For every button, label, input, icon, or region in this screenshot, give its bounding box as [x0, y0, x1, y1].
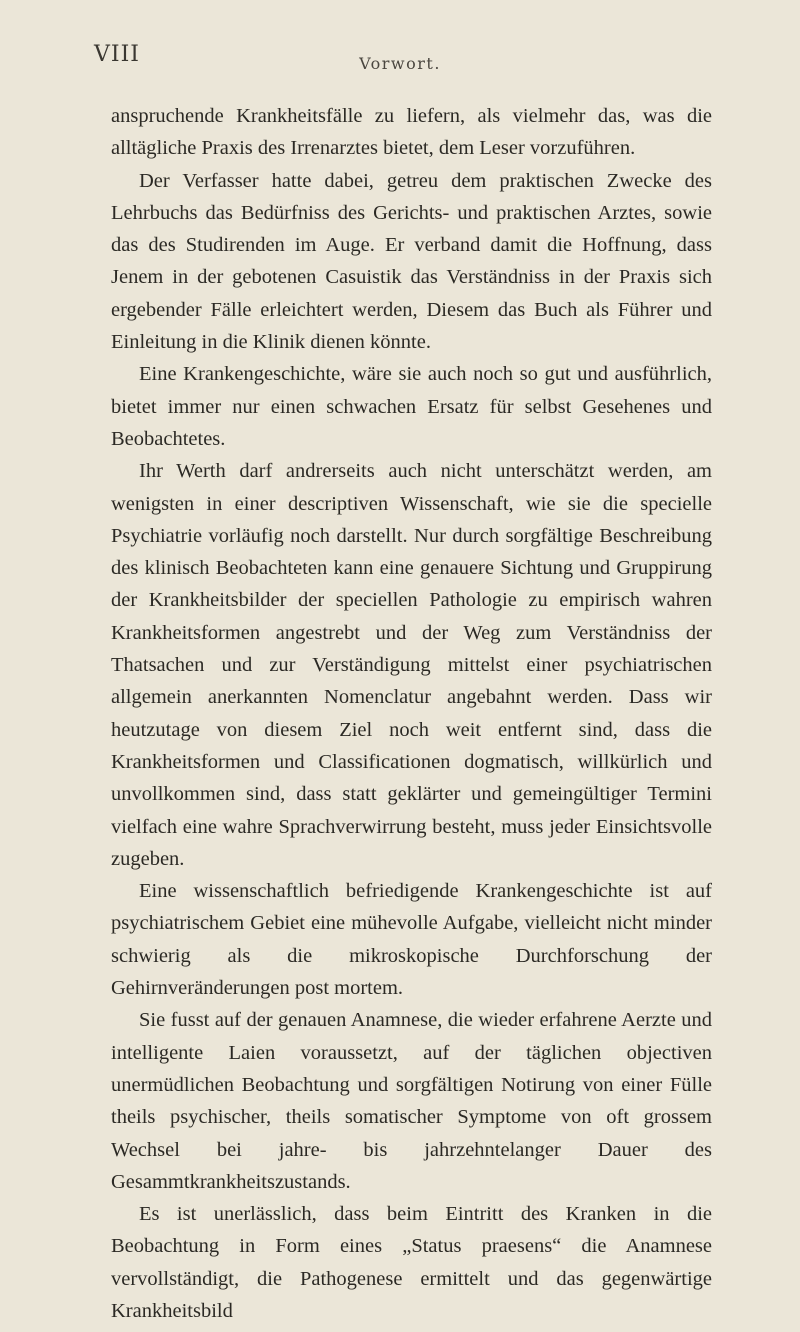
body-text	[111, 100, 712, 1327]
page-header	[94, 42, 706, 82]
paragraph: Ihr Werth darf andrerseits auch nicht unterschätzt werden, am wenigsten in einer descriptiven Wissenschaft, wie sie die specielle Psychiatrie vorläufig noch darstellt. Nur durch sorgfältige Beschreibung des klinisch Beobachteten kann eine genauere Sichtung und Gruppirung der Krankheitsbilder der speciellen Pathologie zu empirisch wahren Krankheitsformen angestrebt und der Weg zum Verständniss der Thatsachen und zur Verständigung mittelst einer psychiatrischen allgemein anerkannten Nomenclatur angebahnt werden. Dass wir heutzutage von diesem Ziel noch weit entfernt sind, dass die Krankheitsformen und Classificationen dogmatisch, willkürlich und unvollkommen sind, dass statt geklärter und gemeingültiger Termini vielfach eine wahre Sprachverwirrung besteht, muss jeder Einsichtsvolle zugeben.	[111, 460, 712, 870]
paragraph: Der Verfasser hatte dabei, getreu dem praktischen Zwecke des Lehrbuchs das Bedürfniss des Gerichts- und praktischen Arztes, sowie das des Studirenden im Auge. Er verband damit die Hoffnung, dass Jenem in der gebotenen Casuistik das Verständniss in der Praxis sich ergebender Fälle erleichtert werden, Diesem das Buch als Führer und Einleitung in die Klinik dienen könnte.	[111, 169, 712, 354]
paragraph-continuation: anspruchende Krankheitsfälle zu liefern, als vielmehr das, was die alltägliche Praxis des Irrenarztes bietet, dem Leser vorzuführen.	[111, 105, 712, 160]
paragraph: Eine Krankengeschichte, wäre sie auch noch so gut und ausführlich, bietet immer nur einen schwachen Ersatz für selbst Gesehenes und Beobachtetes.	[111, 363, 712, 450]
paragraph: Sie fusst auf der genauen Anamnese, die wieder erfahrene Aerzte und intelligente Laien voraussetzt, auf der täglichen objectiven unermüdlichen Beobachtung und sorgfältigen Notirung von einer Fülle theils psychischer, theils somatischer Symptome von oft grossem Wechsel bei jahre- bis jahrzehntelanger Dauer des Gesammtkrankheitszustands.	[111, 1009, 712, 1193]
paragraph: Es ist unerlässlich, dass beim Eintritt des Kranken in die Beobachtung in Form eines „Status praesens“ die Anamnese vervollständigt, die Pathogenese ermittelt und das gegenwärtige Krankheitsbild	[111, 1203, 712, 1322]
page-number: VIII	[94, 42, 140, 67]
running-title: Vorwort.	[359, 54, 441, 73]
paragraph: Eine wissenschaftlich befriedigende Krankengeschichte ist auf psychiatrischem Gebiet eine mühevolle Aufgabe, vielleicht nicht minder schwierig als die mikroskopische Durchforschung der Gehirnveränderungen post mortem.	[111, 880, 712, 1000]
